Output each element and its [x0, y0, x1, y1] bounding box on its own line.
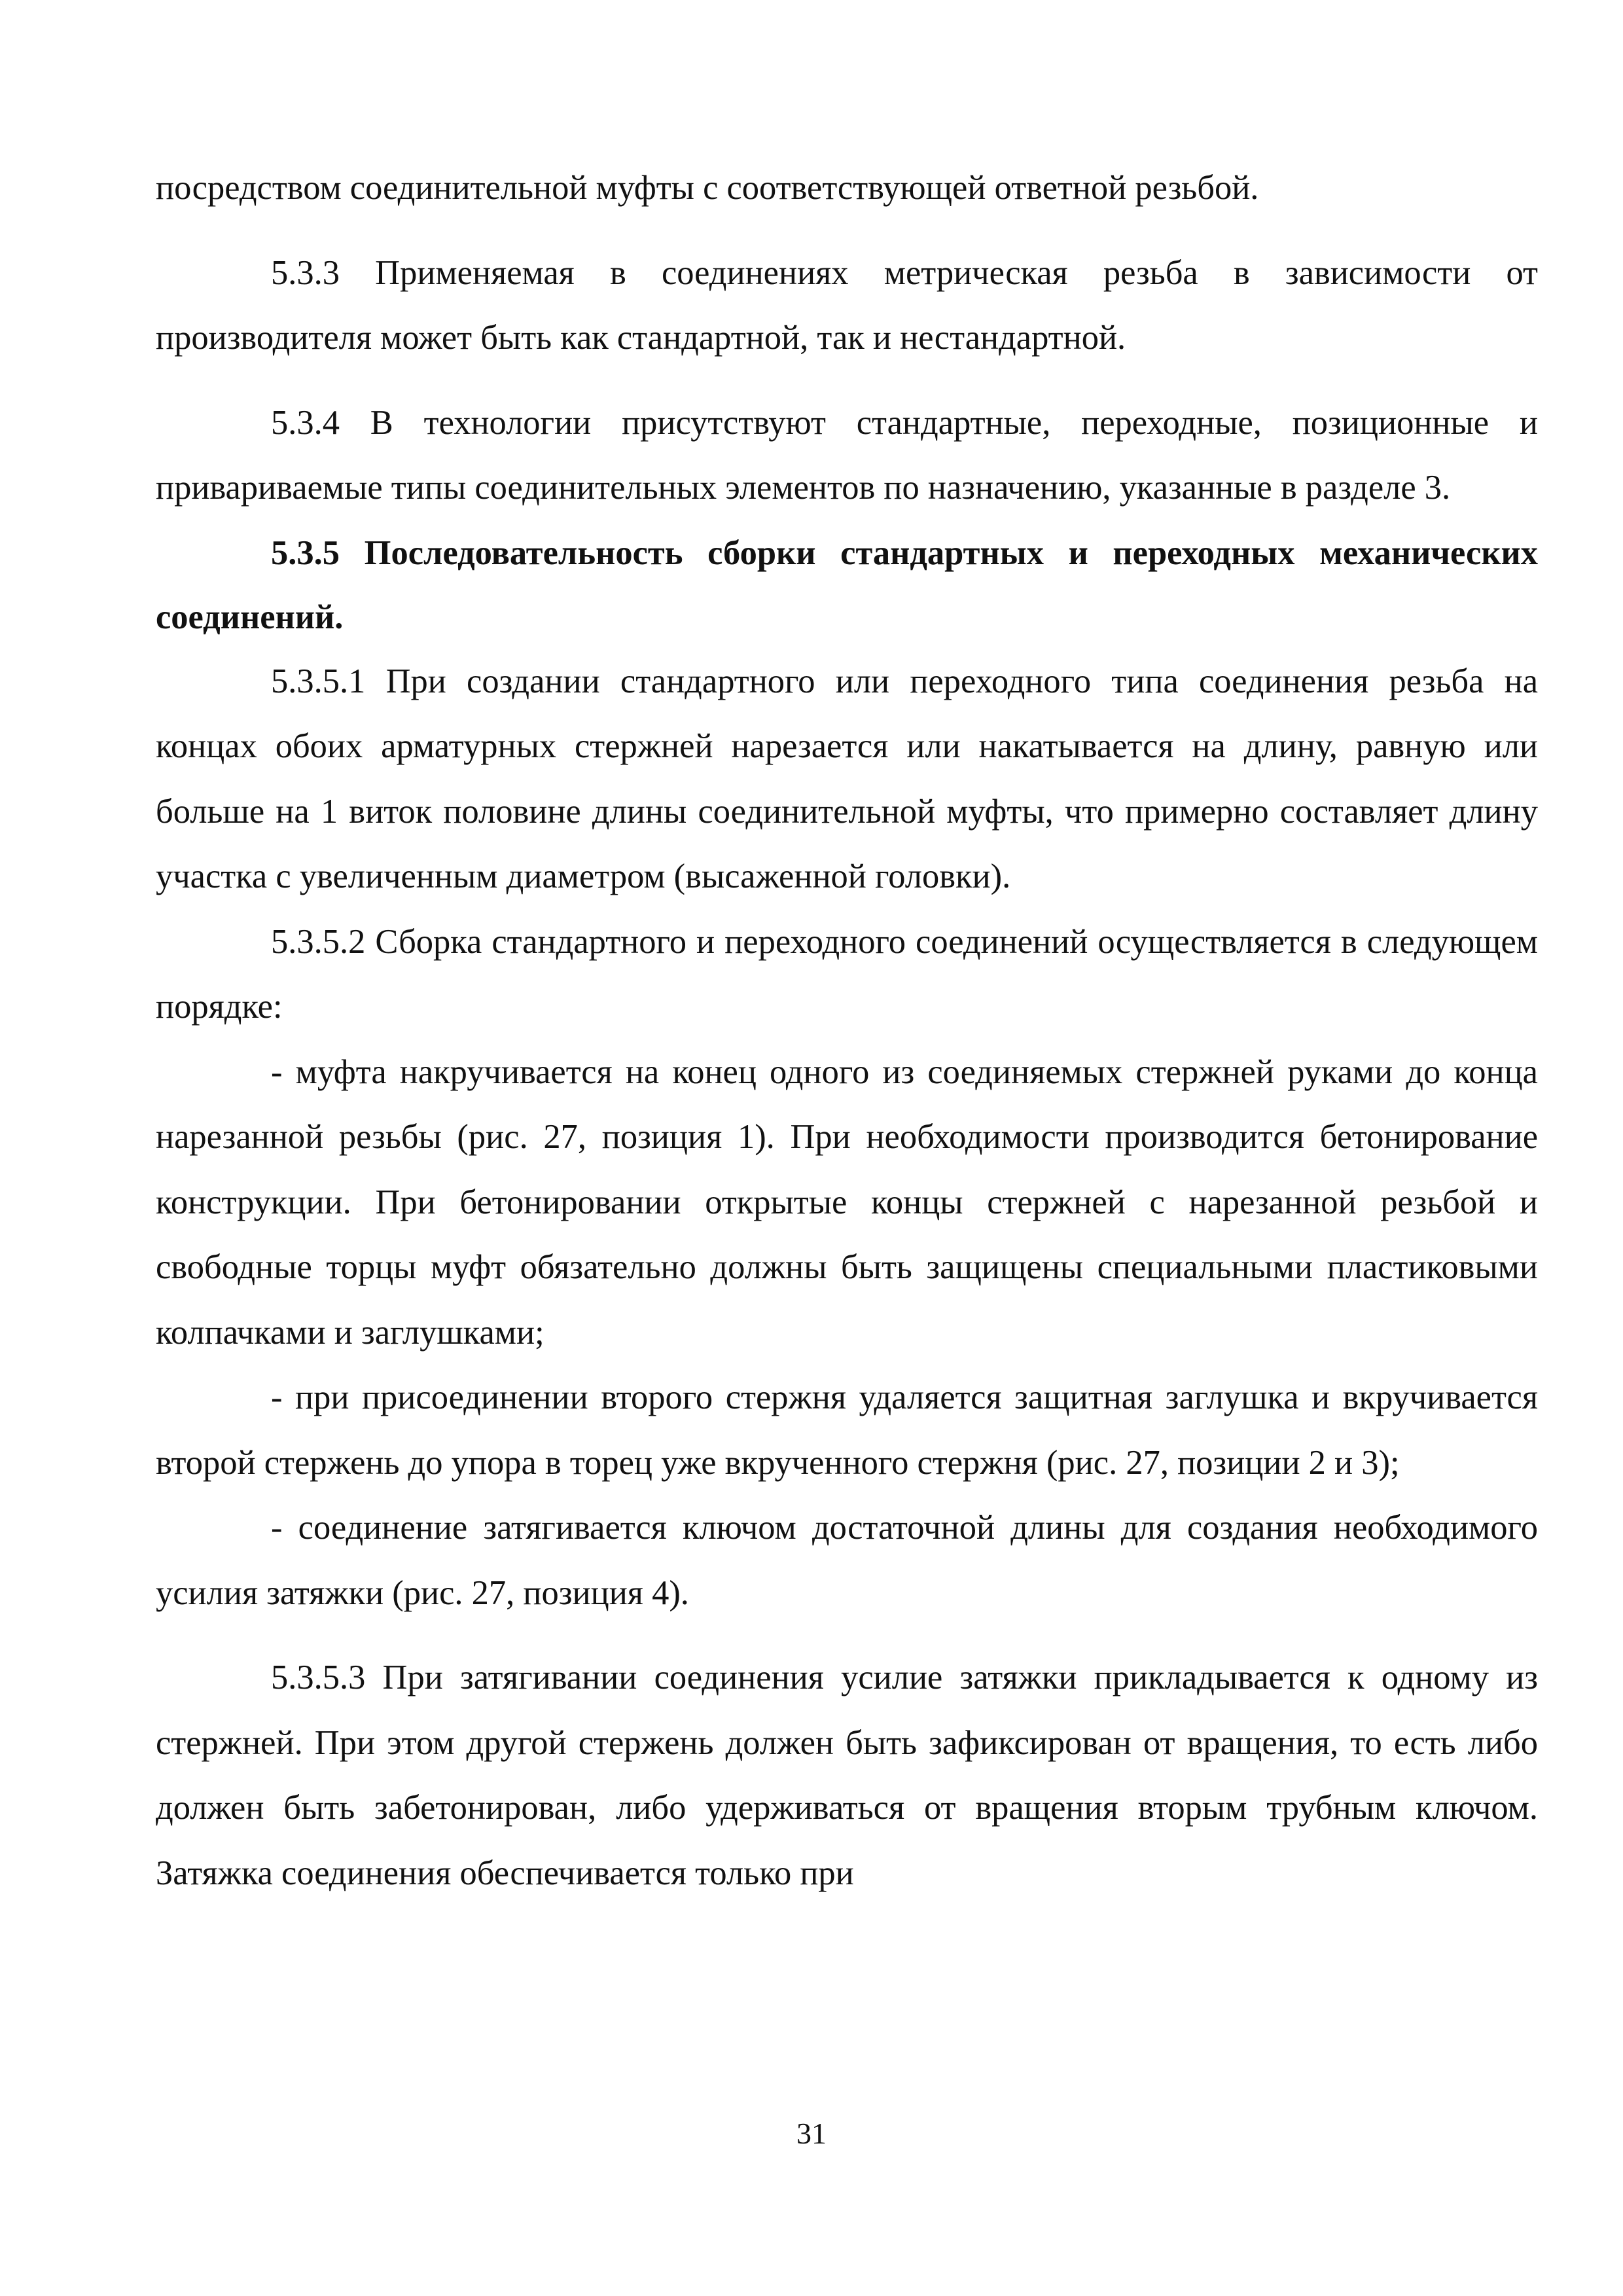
- section-heading-5-3-5: 5.3.5 Последовательность сборки стандартных и переходных механических соединений.: [156, 533, 1538, 636]
- paragraph-5-3-4: 5.3.4 В технологии присутствуют стандартные, переходные, позиционные и привариваемые типы соединительных элементов по назначению, указанные в разделе 3.: [156, 403, 1538, 507]
- list-item-step-1: - муфта накручивается на конец одного из соединяемых стержней руками до конца нарезанной резьбы (рис. 27, позиция 1). При необходимости производится бетонирование конструкции. При бетонировании открытые концы стержней с нарезанной резьбой и свободные торцы муфт обязательно должны быть защищены специальными пластиковыми колпачками и заглушками;: [156, 1052, 1538, 1352]
- list-item-step-3: - соединение затягивается ключом достаточной длины для создания необходимого усилия затяжки (рис. 27, позиция 4).: [156, 1509, 1538, 1612]
- paragraph-5-3-3: 5.3.3 Применяемая в соединениях метрическая резьба в зависимости от производителя может быть как стандартной, так и нестандартной.: [156, 253, 1538, 357]
- paragraph-continuation: посредством соединительной муфты с соответствующей ответной резьбой.: [156, 169, 1259, 207]
- paragraph-5-3-5-2: 5.3.5.2 Сборка стандартного и переходного соединений осуществляется в следующем порядке:: [156, 922, 1538, 1026]
- list-item-step-2: - при присоединении второго стержня удаляется защитная заглушка и вкручивается второй стержень до упора в торец уже вкрученного стержня (рис. 27, позиции 2 и 3);: [156, 1378, 1538, 1482]
- paragraph-5-3-5-1: 5.3.5.1 При создании стандартного или переходного типа соединения резьба на концах обоих арматурных стержней нарезается или накатывается на длину, равную или больше на 1 виток половине длины соединительной муфты, что примерно составляет длину участка с увеличенным диаметром (высаженной головки).: [156, 662, 1538, 895]
- paragraph-5-3-5-3: 5.3.5.3 При затягивании соединения усилие затяжки прикладывается к одному из стержней. При этом другой стержень должен быть зафиксирован от вращения, то есть либо должен быть забетонирован, либо удерживаться от вращения вторым трубным ключом. Затяжка соединения обеспечивается только при: [156, 1659, 1538, 1892]
- document-page: [156, 156, 1538, 1906]
- page-number: 31: [796, 2117, 827, 2150]
